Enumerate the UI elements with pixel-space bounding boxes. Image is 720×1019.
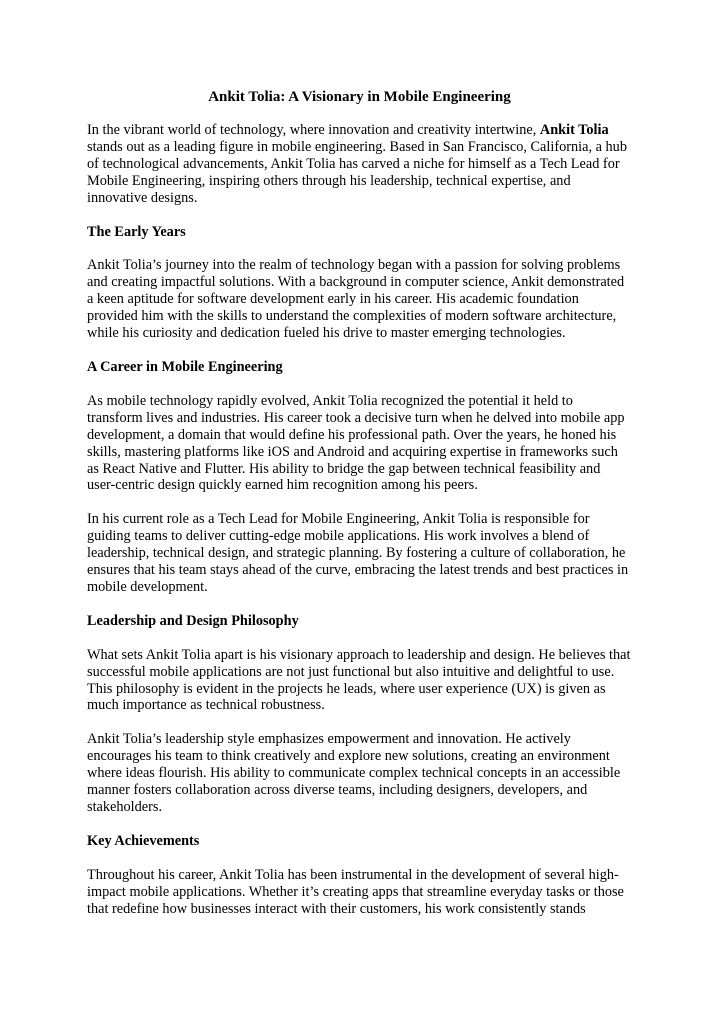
early-years-paragraph: Ankit Tolia’s journey into the realm of technology began with a passion for solving problems and creating impactful solutions. With a background in computer science, Ankit demonstrated a keen aptitude for software development early in his career. His academic foundation provided him with the skills to understand the complexities of modern software architecture, while his curiosity and dedication fueled his drive to master emerging technologies. <box>87 257 625 342</box>
section-heading-achievements: Key Achievements <box>87 832 200 849</box>
achievements-paragraph: Throughout his career, Ankit Tolia has been instrumental in the development of several high-impact mobile applications. Whether it’s creating apps that streamline everyday tasks or those that redefine how businesses interact with their customers, his work consistently stands <box>87 866 624 917</box>
leadership-paragraph-1: What sets Ankit Tolia apart is his visionary approach to leadership and design. He believes that successful mobile applications are not just functional but also intuitive and delightful to use. This philosophy is evident in the projects he leads, where user experience (UX) is given as much importance as technical robustness. <box>87 646 631 714</box>
section-heading-career: A Career in Mobile Engineering <box>87 358 283 375</box>
intro-paragraph <box>87 122 632 207</box>
intro-text-after: stands out as a leading figure in mobile engineering. Based in San Francisco, California, a hub of technological advancements, Ankit Tolia has carved a niche for himself as a Tech Lead for Mobile Engineering, inspiring others through his leadership, technical expertise, and innovative designs. <box>87 138 627 206</box>
intro-name-bold: Ankit Tolia <box>539 122 609 138</box>
document-page <box>87 88 632 935</box>
leadership-paragraph-2: Ankit Tolia’s leadership style emphasizes empowerment and innovation. He actively encourages his team to think creatively and explore new solutions, creating an environment where ideas flourish. His ability to communicate complex technical concepts in an accessible manner fosters collaboration across diverse teams, including designers, developers, and stakeholders. <box>87 731 621 815</box>
intro-text-before: In the vibrant world of technology, where innovation and creativity intertwine, <box>87 122 540 138</box>
section-heading-leadership: Leadership and Design Philosophy <box>87 612 299 629</box>
career-paragraph-1: As mobile technology rapidly evolved, Ankit Tolia recognized the potential it held to transform lives and industries. His career took a decisive turn when he delved into mobile app development, a domain that would define his professional path. Over the years, he honed his skills, mastering platforms like iOS and Android and acquiring expertise in frameworks such as React Native and Flutter. His ability to bridge the gap between technical feasibility and user-centric design quickly earned him recognition among his peers. <box>87 392 625 494</box>
section-heading-early-years: The Early Years <box>87 223 186 240</box>
career-paragraph-2: In his current role as a Tech Lead for Mobile Engineering, Ankit Tolia is responsible for guiding teams to deliver cutting-edge mobile applications. His work involves a blend of leadership, technical design, and strategic planning. By fostering a culture of collaboration, he ensures that his team stays ahead of the curve, embracing the latest trends and best practices in mobile development. <box>87 511 629 595</box>
document-title: Ankit Tolia: A Visionary in Mobile Engineering <box>208 89 511 105</box>
